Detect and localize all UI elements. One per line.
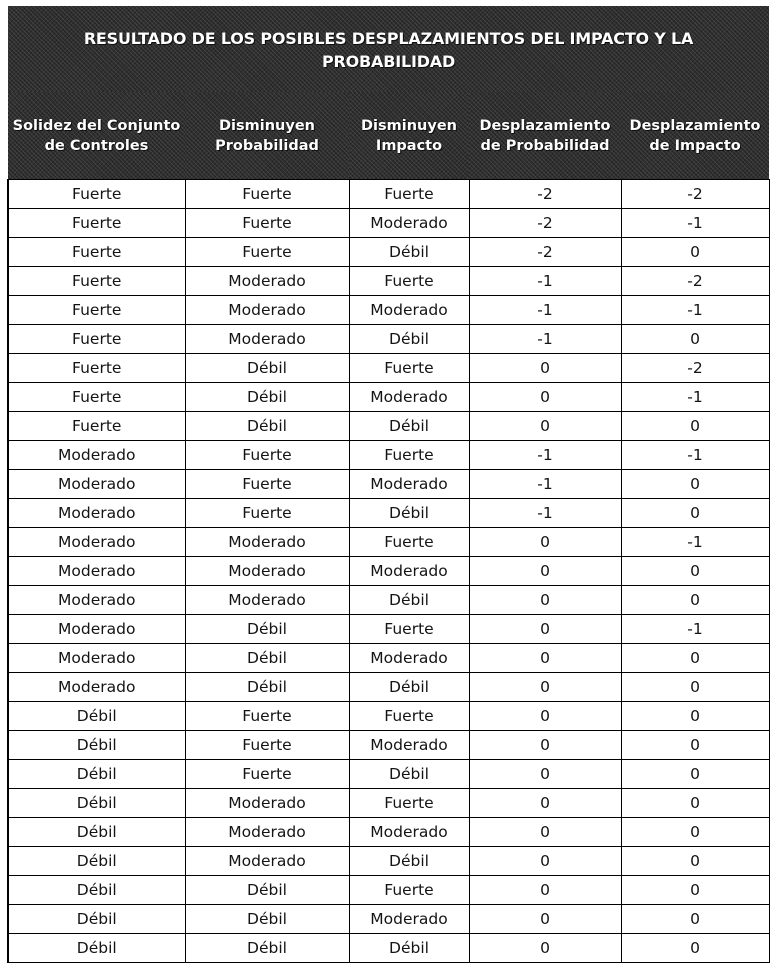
desplazamiento-probabilidad-cell: 0: [469, 383, 621, 412]
disminuyen-impacto-cell: Débil: [349, 760, 469, 789]
disminuyen-impacto-cell: Moderado: [349, 905, 469, 934]
desplazamiento-probabilidad-cell: -1: [469, 441, 621, 470]
desplazamiento-probabilidad-cell: 0: [469, 557, 621, 586]
desplazamiento-impacto-cell: -1: [621, 615, 769, 644]
solidez-cell: Fuerte: [8, 354, 185, 383]
desplazamiento-probabilidad-cell: 0: [469, 934, 621, 963]
disminuyen-impacto-cell: Fuerte: [349, 441, 469, 470]
disminuyen-probabilidad-cell: Moderado: [185, 789, 349, 818]
header-solidez: Solidez del Conjunto de Controles: [8, 92, 185, 180]
disminuyen-impacto-cell: Moderado: [349, 383, 469, 412]
table-row: [8, 934, 769, 963]
desplazamiento-probabilidad-cell: -2: [469, 238, 621, 267]
disminuyen-impacto-cell: Moderado: [349, 209, 469, 238]
desplazamiento-probabilidad-cell: 0: [469, 847, 621, 876]
solidez-cell: Fuerte: [8, 296, 185, 325]
disminuyen-probabilidad-cell: Moderado: [185, 847, 349, 876]
disminuyen-impacto-cell: Débil: [349, 412, 469, 441]
disminuyen-impacto-cell: Moderado: [349, 818, 469, 847]
disminuyen-impacto-cell: Fuerte: [349, 267, 469, 296]
table-row: [8, 557, 769, 586]
desplazamiento-probabilidad-cell: 0: [469, 876, 621, 905]
desplazamiento-probabilidad-cell: -1: [469, 325, 621, 354]
table-row: [8, 876, 769, 905]
desplazamiento-probabilidad-cell: 0: [469, 818, 621, 847]
desplazamiento-impacto-cell: 0: [621, 847, 769, 876]
solidez-cell: Débil: [8, 789, 185, 818]
solidez-cell: Débil: [8, 876, 185, 905]
disminuyen-probabilidad-cell: Débil: [185, 934, 349, 963]
desplazamiento-probabilidad-cell: -1: [469, 267, 621, 296]
table-row: [8, 760, 769, 789]
disminuyen-impacto-cell: Moderado: [349, 470, 469, 499]
disminuyen-probabilidad-cell: Fuerte: [185, 441, 349, 470]
desplazamiento-impacto-cell: -1: [621, 528, 769, 557]
disminuyen-impacto-cell: Débil: [349, 847, 469, 876]
column-header-row: [8, 92, 769, 180]
desplazamiento-probabilidad-cell: 0: [469, 615, 621, 644]
desplazamiento-impacto-cell: 0: [621, 818, 769, 847]
title-row: [8, 6, 769, 92]
solidez-cell: Moderado: [8, 441, 185, 470]
desplazamiento-impacto-cell: 0: [621, 876, 769, 905]
disminuyen-probabilidad-cell: Fuerte: [185, 470, 349, 499]
disminuyen-impacto-cell: Fuerte: [349, 789, 469, 818]
table-row: [8, 296, 769, 325]
solidez-cell: Moderado: [8, 586, 185, 615]
desplazamiento-probabilidad-cell: 0: [469, 644, 621, 673]
desplazamiento-probabilidad-cell: 0: [469, 789, 621, 818]
solidez-cell: Fuerte: [8, 325, 185, 354]
disminuyen-probabilidad-cell: Débil: [185, 644, 349, 673]
table-row: [8, 528, 769, 557]
desplazamiento-impacto-cell: 0: [621, 934, 769, 963]
disminuyen-probabilidad-cell: Fuerte: [185, 731, 349, 760]
solidez-cell: Moderado: [8, 557, 185, 586]
desplazamiento-probabilidad-cell: -1: [469, 499, 621, 528]
disminuyen-impacto-cell: Fuerte: [349, 876, 469, 905]
desplazamiento-probabilidad-cell: 0: [469, 731, 621, 760]
desplazamiento-probabilidad-cell: 0: [469, 702, 621, 731]
desplazamiento-impacto-cell: 0: [621, 702, 769, 731]
disminuyen-impacto-cell: Moderado: [349, 731, 469, 760]
table-row: [8, 673, 769, 702]
table-row: [8, 731, 769, 760]
table-row: [8, 325, 769, 354]
solidez-cell: Débil: [8, 847, 185, 876]
header-disminuyen-impacto: Disminuyen Impacto: [349, 92, 469, 180]
table-row: [8, 470, 769, 499]
disminuyen-probabilidad-cell: Moderado: [185, 325, 349, 354]
desplazamiento-impacto-cell: 0: [621, 470, 769, 499]
disminuyen-impacto-cell: Débil: [349, 499, 469, 528]
desplazamiento-impacto-cell: 0: [621, 731, 769, 760]
table-header: [8, 6, 769, 180]
desplazamiento-impacto-cell: 0: [621, 789, 769, 818]
table-row: [8, 905, 769, 934]
table-row: [8, 499, 769, 528]
desplazamiento-probabilidad-cell: -2: [469, 180, 621, 209]
solidez-cell: Fuerte: [8, 267, 185, 296]
solidez-cell: Débil: [8, 934, 185, 963]
disminuyen-probabilidad-cell: Moderado: [185, 267, 349, 296]
solidez-cell: Moderado: [8, 528, 185, 557]
table-row: [8, 441, 769, 470]
header-desplazamiento-impacto: Desplazamiento de Impacto: [621, 92, 769, 180]
header-disminuyen-probabilidad: Disminuyen Probabilidad: [185, 92, 349, 180]
desplazamiento-impacto-cell: 0: [621, 412, 769, 441]
table-row: [8, 644, 769, 673]
table-row: [8, 586, 769, 615]
solidez-cell: Fuerte: [8, 238, 185, 267]
solidez-cell: Moderado: [8, 499, 185, 528]
desplazamiento-impacto-cell: 0: [621, 644, 769, 673]
solidez-cell: Fuerte: [8, 180, 185, 209]
disminuyen-probabilidad-cell: Fuerte: [185, 209, 349, 238]
solidez-cell: Débil: [8, 818, 185, 847]
table-row: [8, 789, 769, 818]
disminuyen-probabilidad-cell: Débil: [185, 354, 349, 383]
desplazamiento-impacto-cell: -1: [621, 441, 769, 470]
disminuyen-impacto-cell: Moderado: [349, 557, 469, 586]
desplazamiento-probabilidad-cell: -1: [469, 470, 621, 499]
disminuyen-impacto-cell: Fuerte: [349, 354, 469, 383]
disminuyen-probabilidad-cell: Fuerte: [185, 180, 349, 209]
desplazamiento-impacto-cell: -2: [621, 180, 769, 209]
table-row: [8, 615, 769, 644]
desplazamiento-impacto-cell: 0: [621, 905, 769, 934]
disminuyen-probabilidad-cell: Moderado: [185, 818, 349, 847]
disminuyen-probabilidad-cell: Fuerte: [185, 702, 349, 731]
solidez-cell: Fuerte: [8, 209, 185, 238]
solidez-cell: Moderado: [8, 673, 185, 702]
solidez-cell: Moderado: [8, 615, 185, 644]
solidez-cell: Débil: [8, 905, 185, 934]
solidez-cell: Débil: [8, 760, 185, 789]
disminuyen-impacto-cell: Débil: [349, 934, 469, 963]
desplazamiento-probabilidad-cell: -2: [469, 209, 621, 238]
solidez-cell: Moderado: [8, 644, 185, 673]
disminuyen-probabilidad-cell: Moderado: [185, 528, 349, 557]
desplazamiento-probabilidad-cell: -1: [469, 296, 621, 325]
desplazamiento-impacto-cell: 0: [621, 238, 769, 267]
disminuyen-impacto-cell: Fuerte: [349, 528, 469, 557]
disminuyen-impacto-cell: Fuerte: [349, 702, 469, 731]
table-row: [8, 818, 769, 847]
desplazamiento-probabilidad-cell: 0: [469, 905, 621, 934]
disminuyen-probabilidad-cell: Fuerte: [185, 499, 349, 528]
table-row: [8, 412, 769, 441]
desplazamiento-impacto-cell: 0: [621, 499, 769, 528]
desplazamiento-probabilidad-cell: 0: [469, 528, 621, 557]
disminuyen-probabilidad-cell: Moderado: [185, 557, 349, 586]
desplazamiento-probabilidad-cell: 0: [469, 412, 621, 441]
disminuyen-impacto-cell: Moderado: [349, 644, 469, 673]
desplazamiento-impacto-cell: 0: [621, 760, 769, 789]
desplazamiento-impacto-cell: 0: [621, 673, 769, 702]
disminuyen-probabilidad-cell: Débil: [185, 412, 349, 441]
desplazamiento-impacto-cell: -2: [621, 354, 769, 383]
desplazamiento-impacto-cell: -1: [621, 383, 769, 412]
disminuyen-impacto-cell: Débil: [349, 586, 469, 615]
table-row: [8, 180, 769, 209]
disminuyen-impacto-cell: Fuerte: [349, 615, 469, 644]
desplazamiento-impacto-cell: -2: [621, 267, 769, 296]
table-row: [8, 354, 769, 383]
solidez-cell: Fuerte: [8, 383, 185, 412]
disminuyen-impacto-cell: Fuerte: [349, 180, 469, 209]
table-row: [8, 209, 769, 238]
table-row: [8, 847, 769, 876]
disminuyen-impacto-cell: Débil: [349, 325, 469, 354]
disminuyen-impacto-cell: Débil: [349, 238, 469, 267]
disminuyen-probabilidad-cell: Débil: [185, 383, 349, 412]
disminuyen-probabilidad-cell: Moderado: [185, 586, 349, 615]
disminuyen-impacto-cell: Moderado: [349, 296, 469, 325]
desplazamiento-impacto-cell: -1: [621, 209, 769, 238]
table-row: [8, 238, 769, 267]
disminuyen-probabilidad-cell: Débil: [185, 615, 349, 644]
disminuyen-probabilidad-cell: Moderado: [185, 296, 349, 325]
disminuyen-impacto-cell: Débil: [349, 673, 469, 702]
disminuyen-probabilidad-cell: Débil: [185, 905, 349, 934]
disminuyen-probabilidad-cell: Débil: [185, 673, 349, 702]
displacement-table: [7, 6, 770, 963]
table-row: [8, 267, 769, 296]
desplazamiento-probabilidad-cell: 0: [469, 760, 621, 789]
table-row: [8, 383, 769, 412]
desplazamiento-impacto-cell: 0: [621, 325, 769, 354]
header-desplazamiento-probabilidad: Desplazamiento de Probabilidad: [469, 92, 621, 180]
disminuyen-probabilidad-cell: Fuerte: [185, 238, 349, 267]
disminuyen-probabilidad-cell: Débil: [185, 876, 349, 905]
solidez-cell: Débil: [8, 702, 185, 731]
table-body: [8, 180, 769, 963]
table-title: RESULTADO DE LOS POSIBLES DESPLAZAMIENTOS DEL IMPACTO Y LA PROBABILIDAD: [8, 6, 769, 92]
desplazamiento-probabilidad-cell: 0: [469, 354, 621, 383]
desplazamiento-impacto-cell: 0: [621, 557, 769, 586]
solidez-cell: Fuerte: [8, 412, 185, 441]
desplazamiento-impacto-cell: -1: [621, 296, 769, 325]
desplazamiento-probabilidad-cell: 0: [469, 673, 621, 702]
desplazamiento-impacto-cell: 0: [621, 586, 769, 615]
desplazamiento-probabilidad-cell: 0: [469, 586, 621, 615]
solidez-cell: Débil: [8, 731, 185, 760]
disminuyen-probabilidad-cell: Fuerte: [185, 760, 349, 789]
table-row: [8, 702, 769, 731]
solidez-cell: Moderado: [8, 470, 185, 499]
